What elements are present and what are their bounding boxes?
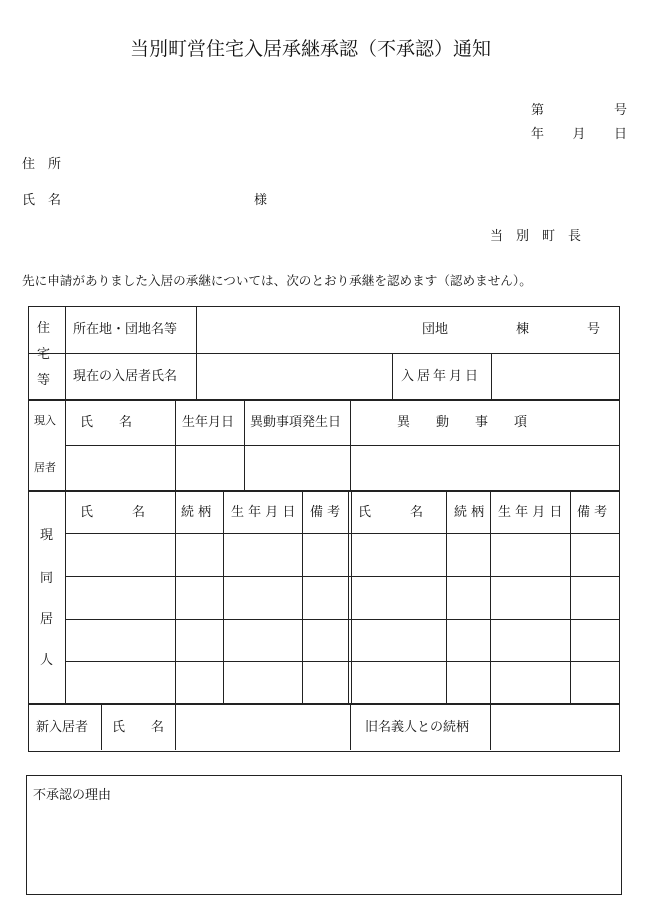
table-line	[101, 703, 102, 750]
cohabitant-relation-header: 続 柄	[181, 505, 212, 520]
date-day: 日	[613, 127, 627, 142]
cohabitant-remarks-header: 備 考	[577, 505, 608, 520]
issuer-mayor: 当 別 町 長	[490, 229, 582, 244]
housing-label-char: 住	[37, 321, 51, 336]
document-number	[531, 99, 627, 118]
resident-birthdate-header: 生年月日	[182, 415, 235, 430]
cohabitants-label-char: 居	[40, 612, 54, 627]
table-line	[348, 490, 349, 703]
current-resident-label: 現在の入居者氏名	[73, 369, 178, 384]
cohabitants-label-char: 同	[40, 571, 54, 586]
table-line	[175, 703, 176, 750]
cohabitant-remarks-header: 備 考	[310, 505, 341, 520]
document-date	[531, 123, 627, 142]
building-label: 棟	[516, 322, 530, 337]
table-line	[175, 399, 176, 490]
table-line	[65, 306, 66, 703]
table-line	[570, 490, 571, 703]
resident-name-header: 氏 名	[80, 415, 133, 430]
date-month: 月	[572, 127, 586, 142]
new-resident-name-label: 氏 名	[112, 720, 165, 735]
intro-text: 先に申請がありました入居の承継については、次のとおり承継を認めます（認めません）。	[22, 273, 532, 288]
cohabitant-birthdate-header: 生 年 月 日	[231, 505, 296, 520]
document-title: 当別町営住宅入居承継承認（不承認）通知	[130, 38, 492, 60]
table-line	[65, 619, 619, 620]
change-items-header: 異 動 事 項	[397, 415, 528, 430]
table-line	[65, 533, 619, 534]
table-line	[446, 490, 447, 703]
table-line	[302, 490, 303, 703]
date-year: 年	[531, 127, 545, 142]
move-in-date-label: 入居年月日	[401, 369, 482, 384]
current-resident-section-top: 現入	[34, 414, 56, 427]
name-label: 氏 名	[22, 193, 62, 208]
table-line	[28, 399, 619, 401]
table-line	[491, 353, 492, 399]
current-resident-section-bottom: 居者	[34, 461, 56, 474]
address-label: 住 所	[22, 157, 62, 172]
table-line	[65, 661, 619, 662]
table-line	[28, 703, 619, 705]
table-line	[392, 353, 393, 399]
table-line	[223, 490, 224, 703]
new-resident-label: 新入居者	[36, 720, 89, 735]
table-line	[65, 445, 619, 446]
honorific-sama: 様	[254, 193, 268, 208]
number-suffix: 号	[613, 103, 627, 118]
cohabitants-label-char: 現	[40, 528, 54, 543]
cohabitant-name-header: 氏 名	[80, 505, 146, 520]
cohabitants-label-char: 人	[40, 653, 54, 668]
table-line	[175, 490, 176, 703]
table-line	[490, 490, 491, 703]
rejection-reason-box	[26, 775, 622, 895]
table-line	[28, 353, 619, 354]
rejection-reason-label: 不承認の理由	[33, 788, 112, 803]
housing-label-char: 等	[37, 373, 51, 388]
cohabitant-relation-header: 続 柄	[454, 505, 485, 520]
table-line	[350, 399, 351, 490]
table-line	[490, 703, 491, 750]
danchi-label: 団地	[422, 322, 449, 337]
number-prefix: 第	[531, 103, 545, 118]
relation-to-former-label: 旧名義人との続柄	[365, 720, 470, 735]
table-line	[196, 306, 197, 399]
cohabitant-name-header: 氏 名	[358, 505, 424, 520]
cohabitant-birthdate-header: 生 年 月 日	[498, 505, 563, 520]
table-line	[351, 490, 352, 703]
table-line	[65, 576, 619, 577]
location-label: 所在地・団地名等	[73, 322, 178, 337]
unit-label: 号	[587, 322, 601, 337]
housing-label-char: 宅	[37, 347, 51, 362]
table-line	[350, 703, 351, 750]
table-line	[28, 490, 619, 492]
change-date-header: 異動事項発生日	[250, 415, 342, 430]
table-line	[244, 399, 245, 490]
